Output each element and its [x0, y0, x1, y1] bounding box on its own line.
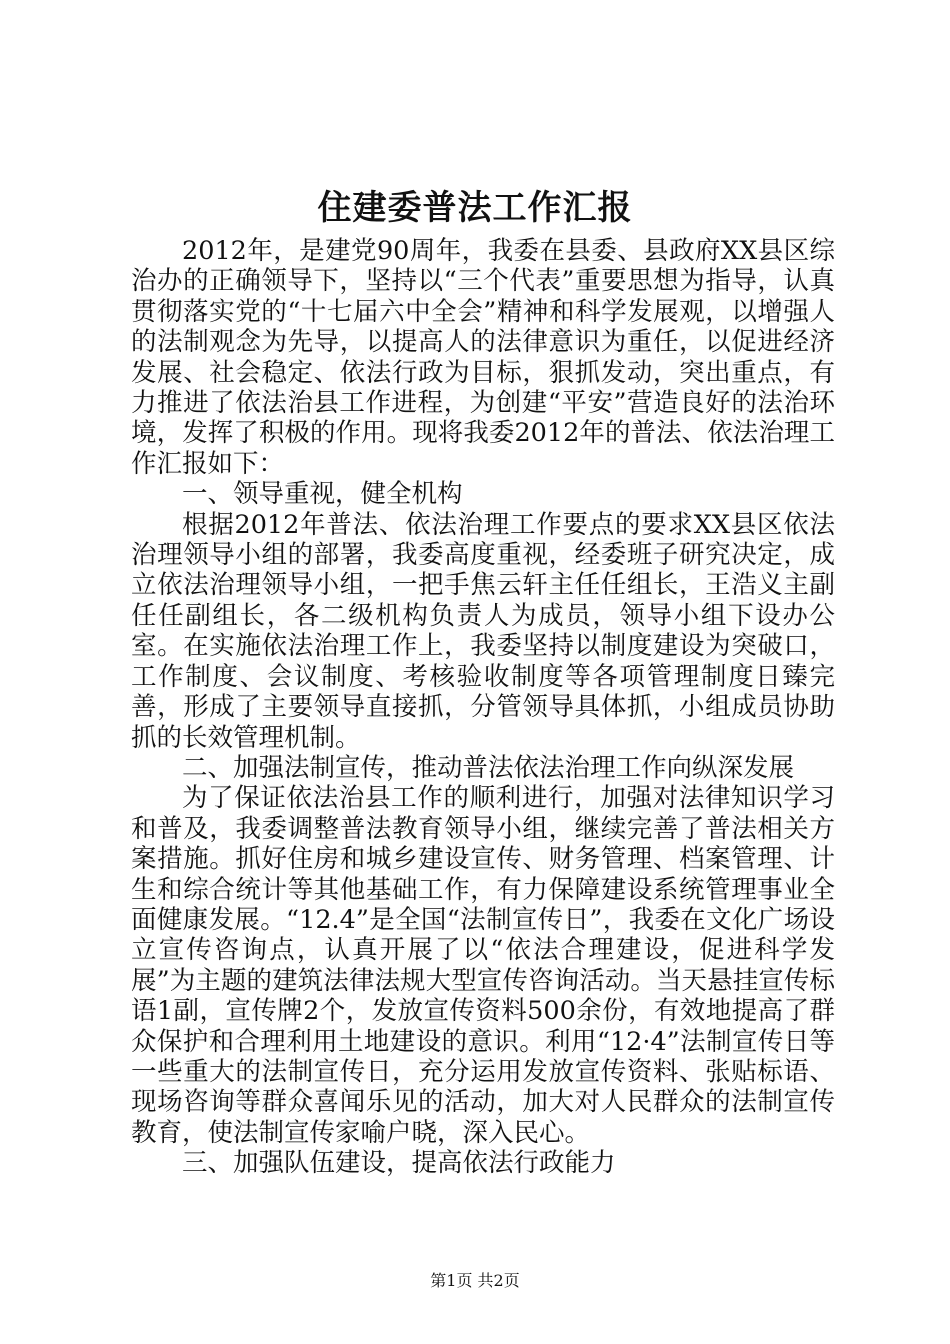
paragraph-intro: 2012年，是建党90周年，我委在县委、县政府XX县区综治办的正确领导下，坚持以“三个代表”重要思想为指导，认真贯彻落实党的“十七届六中全会”精神和科学发展观，以增强人的法制观念为先导，以提高人的法律意识为重任，以促进经济发展、社会稳定、依法行政为目标，狠抓发动，突出重点，有力推进了依法治县工作进程，为创建“平安”营造良好的法治环境，发挥了积极的作用。现将我委2012年的普法、依法治理工作汇报如下：	[131, 236, 835, 479]
page-total: 共2页	[477, 1271, 520, 1290]
document-title: 住建委普法工作汇报	[317, 188, 633, 228]
section-heading-3: 三、加强队伍建设，提高依法行政能力	[182, 1148, 616, 1179]
page-number: 第1页	[430, 1271, 473, 1290]
paragraph-section-2: 为了保证依法治县工作的顺利进行，加强对法律知识学习和普及，我委调整普法教育领导小组，继续完善了普法相关方案措施。抓好住房和城乡建设宣传、财务管理、档案管理、计生和综合统计等其他基础工作，有力保障建设系统管理事业全面健康发展。“12.4”是全国“法制宣传日”，我委在文化广场设立宣传咨询点，认真开展了以“依法合理建设，促进科学发展”为主题的建筑法律法规大型宣传咨询活动。当天悬挂宣传标语1副，宣传牌2个，发放宣传资料500余份，有效地提高了群众保护和合理利用土地建设的意识。利用“12·4”法制宣传日等一些重大的法制宣传日，充分运用发放宣传资料、张贴标语、现场咨询等群众喜闻乐见的活动，加大对人民群众的法制宣传教育，使法制宣传家喻户晓，深入民心。	[131, 783, 835, 1148]
page-footer	[0, 1271, 950, 1291]
paragraph-section-1: 根据2012年普法、依法治理工作要点的要求XX县区依法治理领导小组的部署，我委高度重视，经委班子研究决定，成立依法治理领导小组，一把手焦云轩主任任组长，王浩义主副任任副组长，各二级机构负责人为成员，领导小组下设办公室。在实施依法治理工作上，我委坚持以制度建设为突破口，工作制度、会议制度、考核验收制度等各项管理制度日臻完善，形成了主要领导直接抓，分管领导具体抓，小组成员协助抓的长效管理机制。	[131, 509, 835, 753]
document-body	[131, 236, 835, 1179]
section-heading-2: 二、加强法制宣传，推动普法依法治理工作向纵深发展	[182, 752, 795, 783]
section-heading-1: 一、领导重视，健全机构	[182, 479, 463, 510]
